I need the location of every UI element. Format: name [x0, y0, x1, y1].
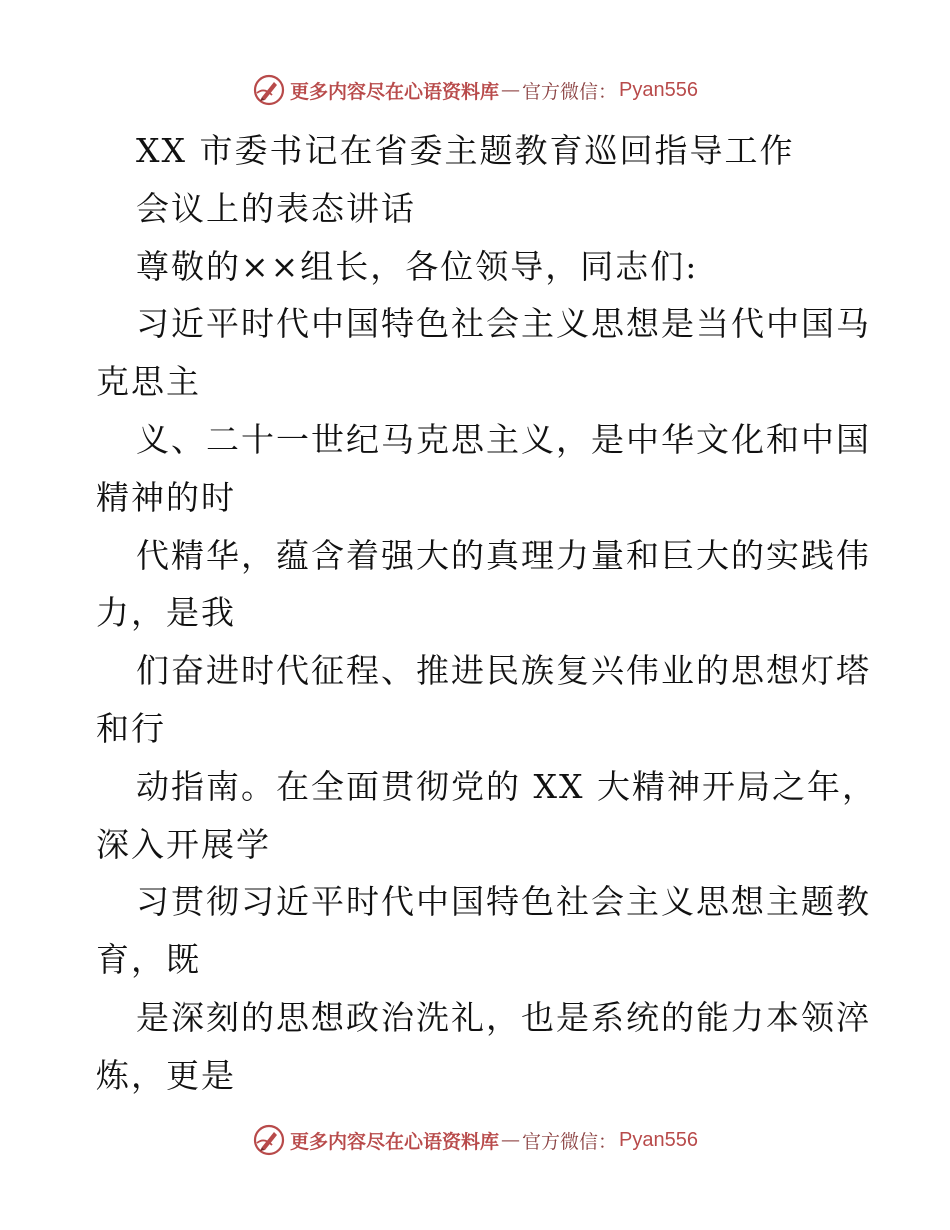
- banner-wechat-label: 官方微信: [522, 80, 599, 103]
- banner-separator: —: [501, 1129, 520, 1151]
- text-line: 义、二十一世纪马克思主义，是中华文化和中国: [136, 419, 871, 459]
- text-line: 克思主: [96, 362, 201, 402]
- text-line: 和行: [96, 708, 166, 748]
- text-line: 习近平时代中国特色社会主义思想是当代中国马: [136, 304, 871, 344]
- text-line: XX 市委书记在省委主题教育巡回指导工作: [136, 131, 795, 170]
- document-body: [96, 122, 877, 1105]
- banner-wechat-id: Pyan556: [619, 1128, 698, 1151]
- text-line: 动指南。在全面贯彻党的 XX 大精神开局之年，: [136, 766, 877, 806]
- banner-wechat-label: 官方微信: [522, 1130, 599, 1153]
- pen-logo-icon: [252, 73, 286, 107]
- text-line: 代精华，蕴含着强大的真理力量和巨大的实践伟: [136, 535, 871, 575]
- text-line: 育，既: [96, 940, 201, 980]
- banner-separator: —: [501, 79, 520, 101]
- banner-wechat-id: Pyan556: [619, 78, 698, 101]
- banner-colon: ：: [598, 80, 618, 103]
- text-line: 会议上的表态讲话: [136, 188, 416, 228]
- text-line: 习贯彻习近平时代中国特色社会主义思想主题教: [136, 882, 871, 922]
- text-line: 力，是我: [96, 593, 236, 633]
- text-line: 是深刻的思想政治洗礼，也是系统的能力本领淬: [136, 997, 871, 1037]
- text-line: 炼，更是: [96, 1055, 236, 1095]
- banner-brand-text: 更多内容尽在心语资料库: [289, 1130, 499, 1153]
- text-line: 深入开展学: [96, 824, 271, 864]
- header-watermark-banner: [0, 70, 950, 110]
- text-line: 们奋进时代征程、推进民族复兴伟业的思想灯塔: [136, 651, 871, 691]
- pen-logo-icon: [252, 1123, 286, 1157]
- text-line: 尊敬的××组长，各位领导，同志们:: [136, 246, 699, 286]
- banner-brand-text: 更多内容尽在心语资料库: [289, 80, 499, 103]
- footer-watermark-banner: [0, 1120, 950, 1160]
- text-line: 精神的时: [96, 477, 236, 517]
- banner-colon: ：: [598, 1130, 618, 1153]
